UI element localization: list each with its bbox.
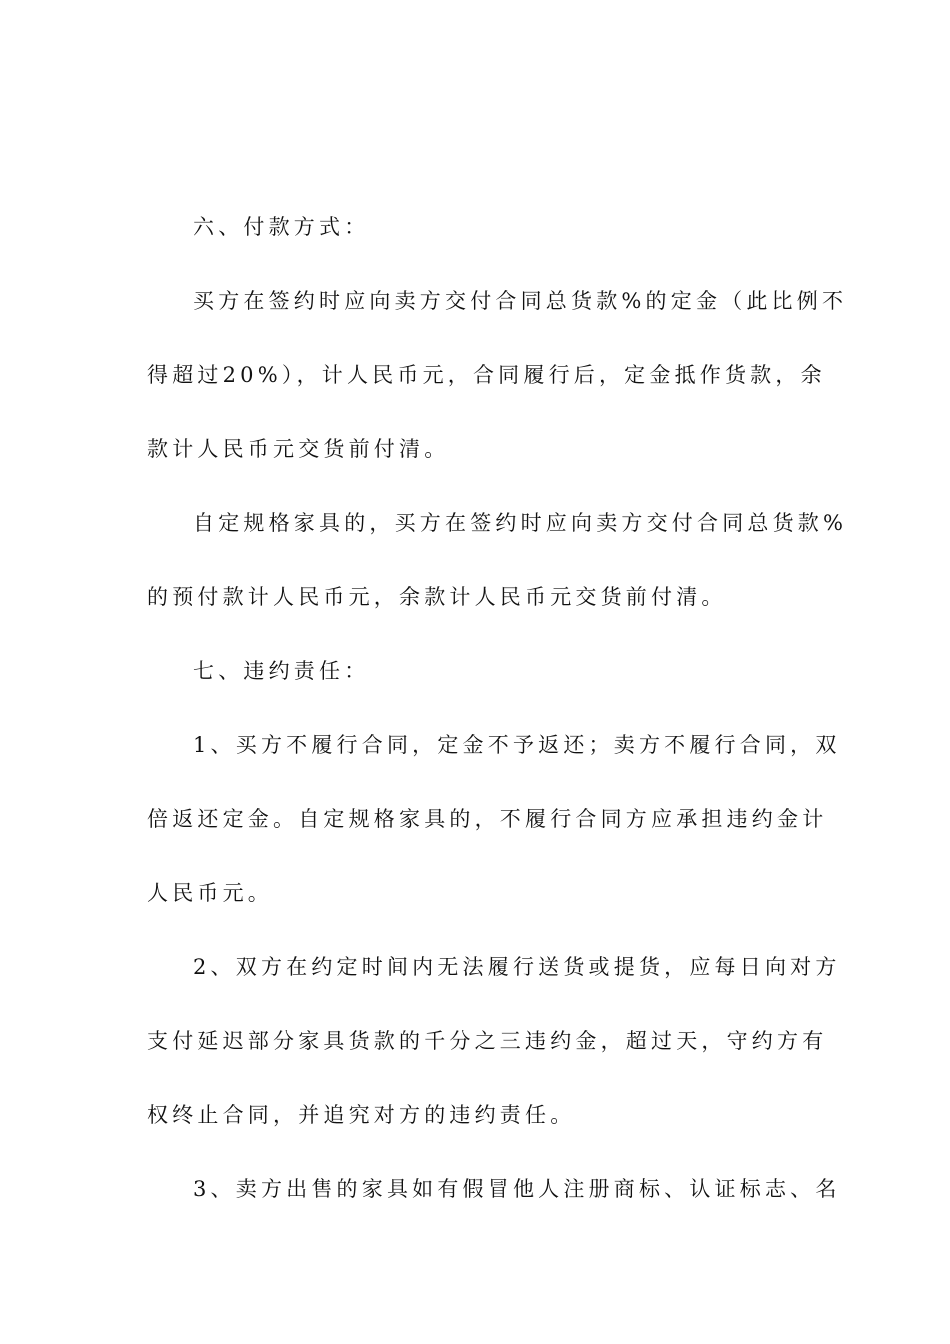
paragraph-line: 买方在签约时应向卖方交付合同总货款%的定金（此比例不 <box>193 289 848 313</box>
paragraph-line: 支付延迟部分家具货款的千分之三违约金，超过天，守约方有 <box>147 1029 828 1053</box>
paragraph-line: 的预付款计人民币元，余款计人民币元交货前付清。 <box>147 585 727 609</box>
document-body <box>147 190 848 1226</box>
section-heading-payment: 六、付款方式： <box>193 215 370 239</box>
section-heading-liability: 七、违约责任： <box>193 659 370 683</box>
paragraph-line: 自定规格家具的，买方在签约时应向卖方交付合同总货款% <box>193 511 848 535</box>
paragraph-line: 3、卖方出售的家具如有假冒他人注册商标、认证标志、名 <box>193 1177 841 1201</box>
paragraph-line: 倍返还定金。自定规格家具的，不履行合同方应承担违约金计 <box>147 807 828 831</box>
paragraph-line: 得超过20%），计人民币元，合同履行后，定金抵作货款，余 <box>147 363 826 387</box>
paragraph-line: 权终止合同，并追究对方的违约责任。 <box>147 1103 576 1127</box>
paragraph-line: 人民币元。 <box>147 881 273 905</box>
paragraph-line: 款计人民币元交货前付清。 <box>147 437 450 461</box>
paragraph-line: 2、双方在约定时间内无法履行送货或提货，应每日向对方 <box>193 955 841 979</box>
paragraph-line: 1、买方不履行合同，定金不予返还；卖方不履行合同，双 <box>193 733 841 757</box>
